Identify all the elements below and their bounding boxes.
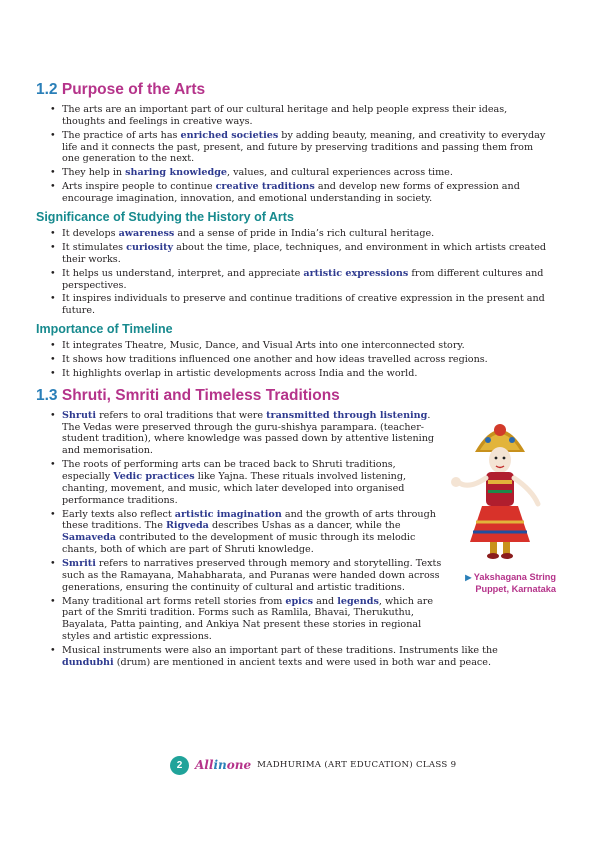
list-item bbox=[62, 340, 552, 352]
text-run: It helps us understand, interpret, and appreciate bbox=[62, 267, 304, 279]
subheading-significance: Significance of Studying the History of Arts bbox=[36, 209, 294, 224]
text-run: and bbox=[313, 595, 338, 607]
highlighted-term: Smriti bbox=[62, 557, 96, 569]
text-run: contributed to the development of music through its melodic chants, both of which are part of Shruti knowledge. bbox=[62, 532, 416, 555]
page-footer bbox=[170, 755, 456, 775]
list-item bbox=[62, 104, 552, 128]
text-run: It shows how traditions influenced one another and how ideas travelled across regions. bbox=[62, 354, 488, 366]
text-run: Musical instruments were also an important part of these traditions. Instruments like the bbox=[62, 644, 498, 656]
text-run: . The Vedas were preserved through the guru-shishya parampara. (teacher-student tradition), where knowledge was passed down by attentive listening and memorisation. bbox=[62, 409, 435, 457]
highlighted-term: enriched societies bbox=[180, 129, 279, 141]
text-run: about the time, place, techniques, and environment in which artists created their works. bbox=[62, 241, 547, 265]
text-run: , which are part of the Smriti tradition. Forms such as Ramlila, Bhavai, Therukuthu, Bayalata, Patta painting, and Ankiya Nat present these stories in regional styles and artistic expressions. bbox=[62, 595, 434, 642]
bullet-list bbox=[36, 104, 552, 205]
caption-arrow-icon: ▶ bbox=[465, 573, 472, 582]
highlighted-term: artistic imagination bbox=[174, 508, 282, 520]
text-run: by adding beauty, meaning, and creativity to everyday life and it connects the past, present, and future by preserving traditions and passing them from one generation to the next. bbox=[62, 129, 546, 165]
highlighted-term: Samaveda bbox=[62, 532, 117, 544]
subheading-timeline: Importance of Timeline bbox=[36, 322, 173, 337]
brand-part-1: All bbox=[195, 758, 214, 772]
text-run: and develop new forms of expression and encourage imagination, innovation, and emotional understanding in society. bbox=[62, 181, 520, 205]
list-item bbox=[62, 509, 442, 556]
page-number-badge: 2 bbox=[170, 756, 189, 775]
highlighted-term: legends bbox=[337, 595, 379, 607]
list-item bbox=[62, 228, 552, 240]
section-heading-1-2 bbox=[36, 80, 552, 100]
section-number: 1.3 bbox=[36, 386, 58, 404]
highlighted-term: dundubhi bbox=[62, 656, 114, 668]
text-run: from different cultures and perspectives. bbox=[62, 267, 544, 291]
list-item bbox=[62, 268, 552, 292]
text-run: The arts are an important part of our cultural heritage and help people express their ideas, thoughts and feelings in creative ways. bbox=[62, 104, 508, 127]
list-item bbox=[62, 354, 552, 366]
bullet-list bbox=[36, 340, 552, 380]
text-run: refers to oral traditions that were bbox=[96, 409, 267, 421]
highlighted-term: creative traditions bbox=[215, 181, 315, 193]
yakshagana-puppet-image bbox=[440, 410, 560, 560]
list-item bbox=[62, 293, 552, 317]
figure-caption bbox=[436, 572, 556, 595]
list-item bbox=[62, 167, 552, 179]
section-heading-1-3 bbox=[36, 386, 552, 406]
list-item bbox=[62, 242, 552, 266]
list-item bbox=[62, 459, 442, 506]
text-run: Many traditional art forms retell stories from bbox=[62, 595, 286, 607]
section-title: Shruti, Smriti and Timeless Traditions bbox=[61, 386, 340, 404]
list-item bbox=[62, 368, 552, 380]
brand-part-3: one bbox=[226, 758, 252, 772]
highlighted-term: sharing knowledge bbox=[125, 167, 228, 179]
text-run: refers to narratives preserved through memory and storytelling. Texts such as the Ramayana, Mahabharata, and Puranas were handed down across generations, ensuring the continuity of cultural and artistic traditions. bbox=[62, 557, 442, 593]
list-item bbox=[62, 645, 552, 669]
highlighted-term: curiosity bbox=[126, 241, 174, 253]
brand-logo bbox=[195, 758, 251, 772]
text-run: describes Ushas as a dancer, while the bbox=[208, 520, 401, 532]
highlighted-term: transmitted through listening bbox=[266, 409, 428, 421]
highlighted-term: Vedic practices bbox=[113, 471, 195, 483]
highlighted-term: artistic expressions bbox=[303, 267, 409, 279]
brand-part-2: in bbox=[213, 758, 227, 772]
highlighted-term: Shruti bbox=[62, 409, 97, 421]
bullet-list bbox=[36, 228, 552, 317]
text-run: like Yajna. These rituals involved listening, chanting, movement, and music, which later developed into organised performance traditions. bbox=[62, 471, 407, 506]
text-run: The roots of performing arts can be traced back to Shruti traditions, especially bbox=[62, 459, 396, 483]
text-run: Early texts also reflect bbox=[62, 508, 175, 520]
text-run: , values, and cultural experiences across time. bbox=[227, 167, 453, 179]
list-item bbox=[62, 558, 442, 593]
text-run: The practice of arts has bbox=[62, 129, 181, 141]
section-number: 1.2 bbox=[36, 81, 58, 98]
list-item bbox=[62, 130, 552, 165]
highlighted-term: awareness bbox=[118, 227, 175, 239]
text-run: and the growth of arts through these traditions. The bbox=[62, 508, 436, 532]
highlighted-term: Rigveda bbox=[165, 520, 209, 532]
text-run: Arts inspire people to continue bbox=[62, 181, 216, 193]
list-item bbox=[62, 181, 552, 205]
section-title: Purpose of the Arts bbox=[61, 81, 206, 98]
book-title: MADHURIMA (ART EDUCATION) CLASS 9 bbox=[257, 760, 457, 770]
caption-line-2: Puppet, Karnataka bbox=[475, 583, 556, 594]
highlighted-term: epics bbox=[285, 595, 314, 607]
text-run: (drum) are mentioned in ancient texts and were used in both war and peace. bbox=[113, 656, 492, 668]
text-run: They help in bbox=[62, 167, 126, 179]
text-run: It stimulates bbox=[62, 241, 127, 253]
text-run: It highlights overlap in artistic developments across India and the world. bbox=[62, 368, 418, 380]
list-item bbox=[62, 410, 442, 457]
text-run: It integrates Theatre, Music, Dance, and Visual Arts into one interconnected story. bbox=[62, 340, 465, 352]
caption-line-1: Yakshagana String bbox=[473, 572, 556, 582]
text-run: It develops bbox=[62, 227, 119, 239]
list-item bbox=[62, 596, 442, 643]
text-run: and a sense of pride in India’s rich cultural heritage. bbox=[174, 227, 435, 239]
text-run: It inspires individuals to preserve and continue traditions of creative expression in the present and future. bbox=[62, 293, 545, 317]
